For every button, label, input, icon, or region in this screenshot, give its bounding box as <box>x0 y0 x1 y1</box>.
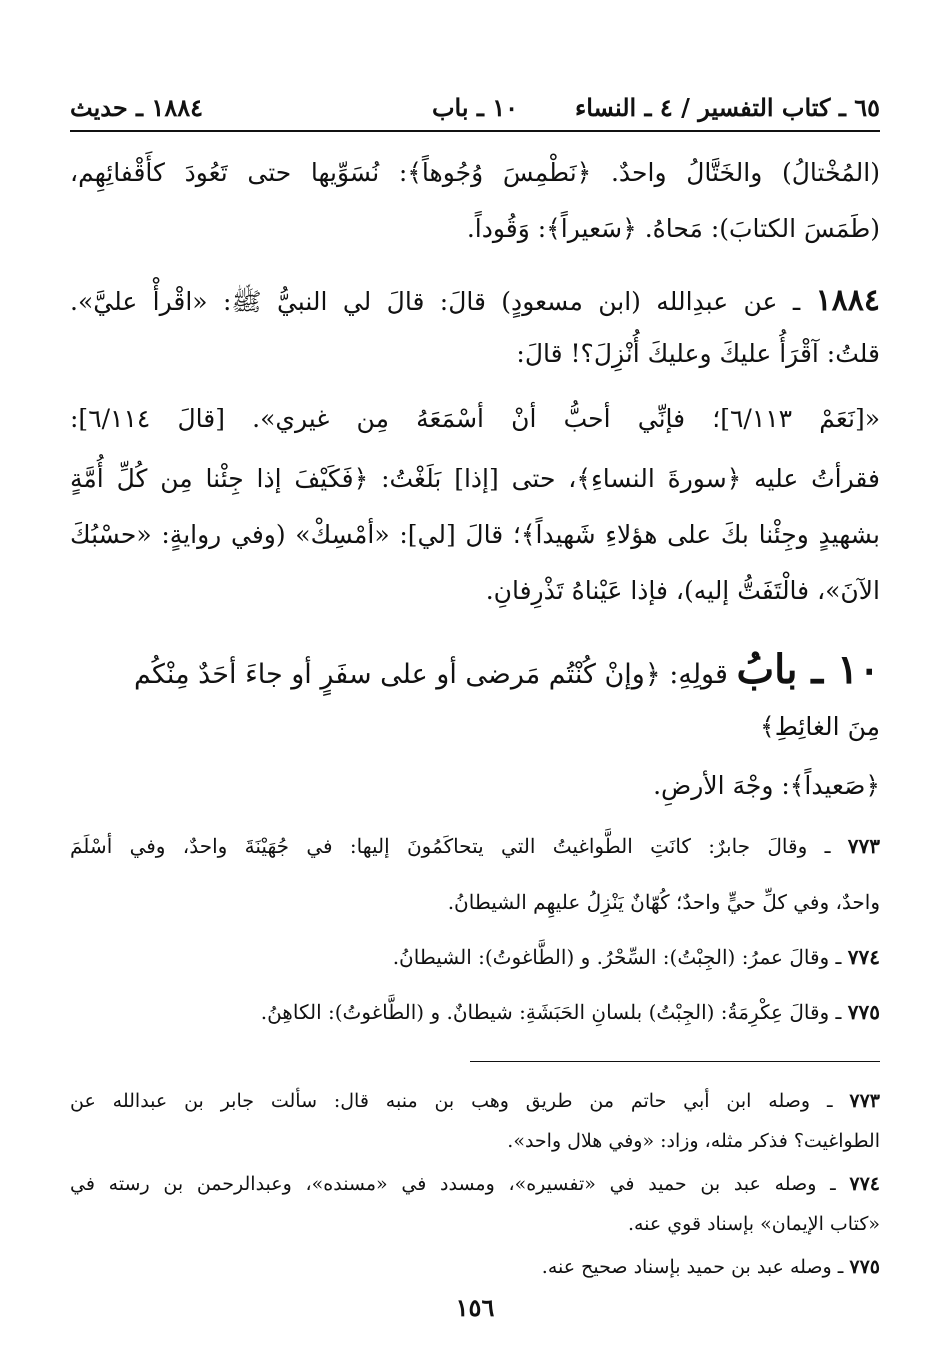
athar-text: ـ وقالَ جابرٌ: كانَتِ الطَّواغيتُ التي يتحاكَمُونَ إليها: في جُهَيْنَةَ واحدٌ، وفي أسْلَمَ <box>70 834 848 858</box>
hadith-line-1-text: ـ عن عبدِالله (ابن مسعودٍ) قالَ: قالَ لي النبيُّ ﷺ: «اقْرأْ عليَّ». <box>70 287 816 316</box>
bab-line-2: مِنَ الغائِطِ﴾ <box>760 712 880 741</box>
header-hadith-number: ١٨٨٤ ـ حديث <box>70 93 203 122</box>
athar-line-773-cont: واحدٌ، وفي كلِّ حيٍّ واحدٌ؛ كُهّانٌ يَنْزِلُ عليهِم الشيطانُ. <box>447 890 880 914</box>
footnote-text: ـ وصله عبد بن حميد في «تفسيره»، ومسدد في «مسنده»، وعبدالرحمن بن رسته في <box>70 1173 850 1195</box>
header-book-title: ٦٥ ـ كتاب التفسير / ٤ ـ النساء <box>574 93 880 122</box>
footnote-text: ـ وصله ابن أبي حاتم من طريق وهب بن منبه قال: سألت جابر بن عبدالله عن <box>70 1090 850 1112</box>
hadith-line-5: بشهيدٍ وجِئْنا بكَ على هؤلاءِ شَهيداً﴾؛ قالَ [لي]: «أمْسِكْ» (وفي روايةٍ: «حسْبُكَ <box>70 520 880 549</box>
hadith-line-6: الآنَ»، فالْتَفَتُّ إليه)، فإذا عَيْناهُ تَذْرِفانِ. <box>485 576 880 605</box>
footnote-divider <box>470 1061 880 1062</box>
athar-text: ـ وقالَ عمرُ: (الجِبْتُ): السِّحْرُ. و (الطَّاغوتُ): الشيطانُ. <box>392 945 848 969</box>
hadith-line-4: فقرأتُ عليه ﴿سورةَ النساءِ﴾، حتى [إذا] بَلَغْتُ: ﴿فَكَيْفَ إذا جِئْنا مِن كُلِّ أُمَّةٍ <box>70 464 880 493</box>
athar-text: ـ وقالَ عِكْرِمَةُ: (الجِبْتُ) بلسانِ الحَبَشَةِ: شيطانٌ. و (الطَّاغوتُ): الكاهِنُ. <box>260 1000 848 1024</box>
bab-line-3: ﴿صَعيداً﴾: وجْهَ الأرضِ. <box>653 771 880 800</box>
athar-number: ٧٧٤ <box>847 945 880 969</box>
athar-number: ٧٧٥ <box>847 1000 880 1024</box>
hadith-line-2: قلتُ: آقْرَأُ عليكَ وعليكَ أُنْزِلَ؟! قالَ: <box>516 339 880 368</box>
hadith-line-3: «[نَعَمْ ٦/١١٣]؛ فإنِّي أحبُّ أنْ أسْمَعَهُ مِن غيري». [قالَ ٦/١١٤]: <box>70 404 880 433</box>
footnote-number: ٧٧٥ <box>849 1256 880 1278</box>
hadith-number: ١٨٨٤ <box>815 283 880 318</box>
footnote-775 <box>70 1249 880 1285</box>
footnote-773-cont: الطواغيت؟ فذكر مثله، وزاد: «وفي هلال واحد». <box>507 1130 880 1152</box>
hadith-line-1 <box>70 276 880 326</box>
running-header <box>70 88 880 128</box>
intro-line-1: (المُخْتالُ) والخَتَّالُ واحدٌ. ﴿نَطْمِسَ وُجُوهاً﴾: نُسَوِّيها حتى تَعُودَ كأَقْفائِهِم، <box>70 158 880 187</box>
header-chapter: ١٠ ـ باب <box>431 93 519 122</box>
header-divider <box>70 130 880 132</box>
page-number: ١٥٦ <box>455 1293 495 1322</box>
athar-number: ٧٧٣ <box>847 834 880 858</box>
athar-line-774 <box>70 937 880 977</box>
footnote-text: ـ وصله عبد بن حميد بإسناد صحيح عنه. <box>541 1256 850 1278</box>
intro-line-2: (طَمَسَ الكتابَ): مَحاهُ. ﴿سَعيراً﴾: وَقُوداً. <box>466 214 880 243</box>
footnote-number: ٧٧٤ <box>849 1173 880 1195</box>
bab-title: ١٠ ـ بابُ <box>736 646 880 693</box>
bab-heading-text: قولِهِ: ﴿وإنْ كُنْتُم مَرضى أو على سفَرٍ أو جاءَ أحَدٌ مِنْكُم <box>134 659 737 690</box>
bab-heading-line <box>70 638 880 702</box>
footnote-774-cont: «كتاب الإيمان» بإسناد قوي عنه. <box>627 1213 880 1235</box>
athar-line-775 <box>70 992 880 1032</box>
footnote-774 <box>70 1166 880 1202</box>
footnote-number: ٧٧٣ <box>849 1090 880 1112</box>
athar-line-773 <box>70 826 880 866</box>
book-page <box>70 0 880 1357</box>
footnote-773 <box>70 1083 880 1119</box>
